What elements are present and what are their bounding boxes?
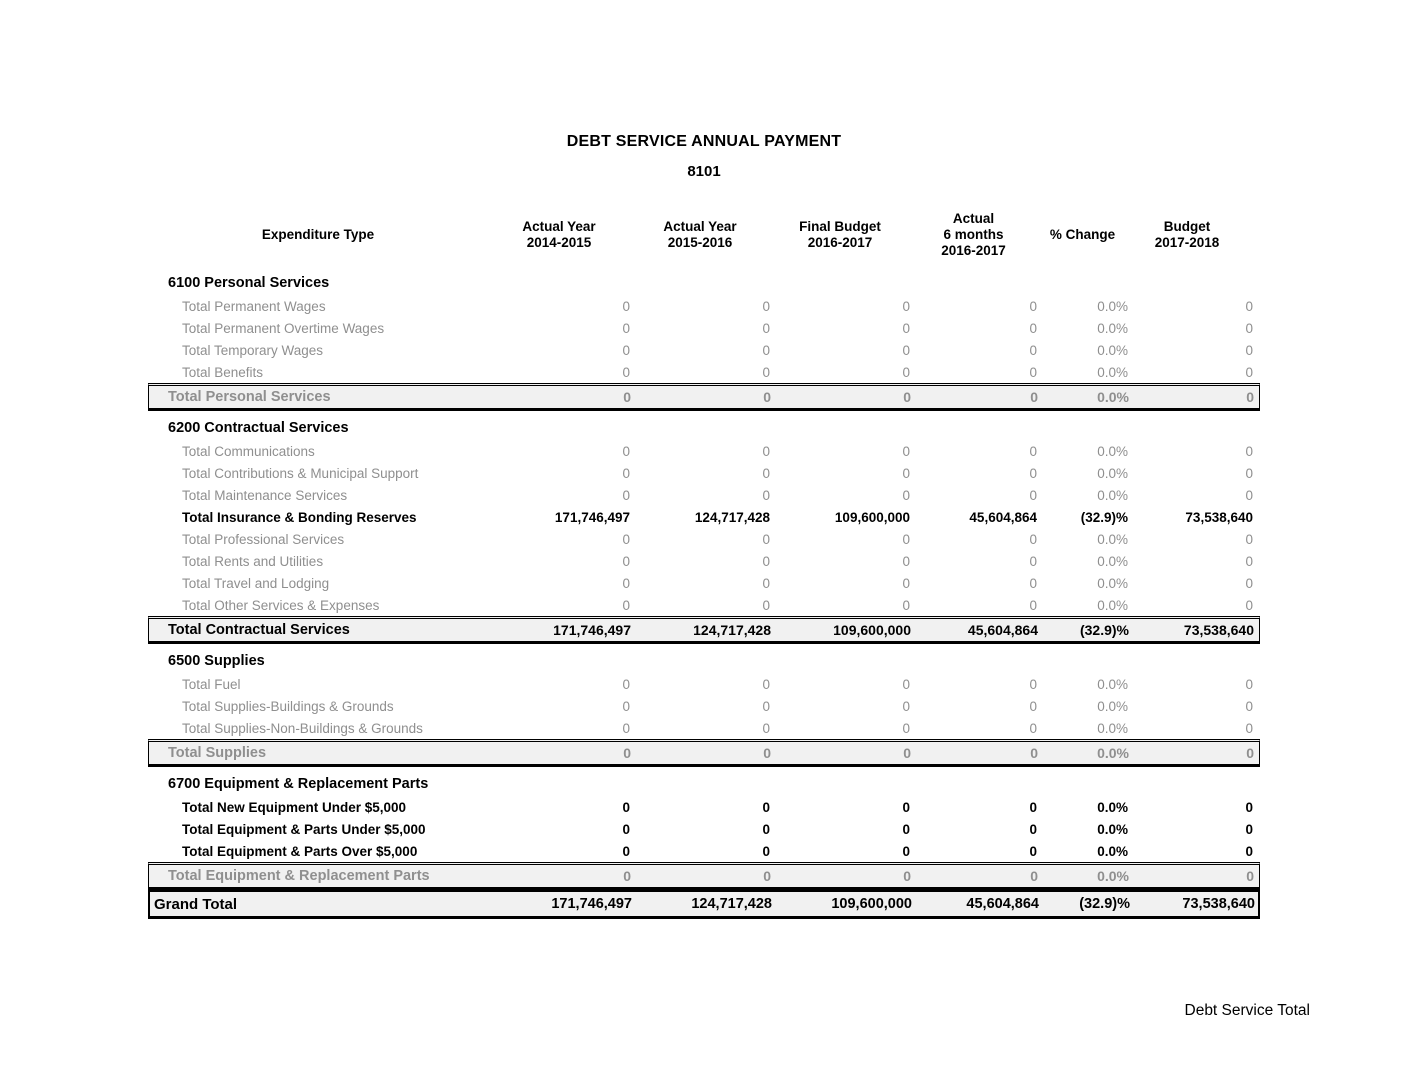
cell-value: 171,746,497 bbox=[551, 896, 632, 912]
cell-value: 0 bbox=[1029, 531, 1037, 547]
cell-value: 0 bbox=[1029, 575, 1037, 591]
cell-value: 0 bbox=[902, 698, 910, 714]
cell-value: 0 bbox=[622, 597, 630, 613]
cell-value: 171,746,497 bbox=[554, 509, 630, 525]
column-header-line: 2016-2017 bbox=[941, 243, 1006, 258]
cell-value: 0 bbox=[902, 465, 910, 481]
cell-value: 124,717,428 bbox=[693, 622, 771, 638]
cell-value: 0 bbox=[1245, 843, 1253, 859]
cell-value: 0 bbox=[902, 720, 910, 736]
column-header-budget-2017-2018 bbox=[1128, 204, 1246, 266]
column-header-actual-6-months-2016-2017 bbox=[910, 204, 1037, 266]
cell-value: 109,600,000 bbox=[834, 509, 910, 525]
row-label: Total Contributions & Municipal Support bbox=[182, 465, 419, 481]
row-label: Total New Equipment Under $5,000 bbox=[182, 799, 407, 815]
cell-value: 0 bbox=[1029, 597, 1037, 613]
budget-table bbox=[148, 204, 1260, 919]
cell-value: 0 bbox=[1029, 799, 1037, 815]
cell-value: 0.0% bbox=[1097, 821, 1128, 837]
cell-value: 0 bbox=[1246, 389, 1254, 405]
cell-value: 0.0% bbox=[1097, 364, 1128, 380]
cell-value: 0 bbox=[1029, 676, 1037, 692]
cell-value: 0 bbox=[902, 443, 910, 459]
table-row bbox=[148, 528, 1260, 550]
cell-value: 0 bbox=[1246, 868, 1254, 884]
cell-value: 0 bbox=[902, 298, 910, 314]
subtotal-row bbox=[148, 862, 1260, 890]
cell-value: 0 bbox=[1245, 531, 1253, 547]
cell-value: 0.0% bbox=[1097, 389, 1129, 405]
cell-value: 0 bbox=[1245, 575, 1253, 591]
cell-value: 0 bbox=[1029, 342, 1037, 358]
cell-value: 45,604,864 bbox=[969, 509, 1037, 525]
row-label: Total Supplies bbox=[168, 745, 267, 761]
cell-value: 0.0% bbox=[1097, 531, 1128, 547]
cell-value: 73,538,640 bbox=[1183, 622, 1254, 638]
cell-value: 0.0% bbox=[1097, 487, 1128, 503]
report-title: DEBT SERVICE ANNUAL PAYMENT bbox=[566, 133, 842, 150]
row-label: Total Supplies-Buildings & Grounds bbox=[182, 698, 394, 714]
table-row bbox=[148, 361, 1260, 383]
table-row bbox=[148, 673, 1260, 695]
cell-value: 0 bbox=[622, 531, 630, 547]
row-label: Grand Total bbox=[154, 895, 238, 913]
cell-value: 0 bbox=[902, 843, 910, 859]
cell-value: 0 bbox=[622, 698, 630, 714]
table-row bbox=[148, 840, 1260, 862]
section-heading-label: 6700 Equipment & Replacement Parts bbox=[168, 776, 429, 792]
cell-value: 0 bbox=[622, 465, 630, 481]
cell-value: 0 bbox=[622, 443, 630, 459]
cell-value: 0 bbox=[902, 553, 910, 569]
cell-value: 0 bbox=[762, 698, 770, 714]
cell-value: 0 bbox=[1245, 553, 1253, 569]
cell-value: 0 bbox=[763, 868, 771, 884]
column-header-line: 2017-2018 bbox=[1154, 235, 1220, 250]
cell-value: 0 bbox=[1030, 389, 1038, 405]
cell-value: 0 bbox=[623, 868, 631, 884]
cell-value: 0 bbox=[622, 843, 630, 859]
cell-value: 0 bbox=[1245, 676, 1253, 692]
table-row bbox=[148, 295, 1260, 317]
cell-value: 0 bbox=[903, 389, 911, 405]
cell-value: 0 bbox=[902, 799, 910, 815]
cell-value: 0 bbox=[622, 676, 630, 692]
cell-value: 0 bbox=[902, 821, 910, 837]
cell-value: 0 bbox=[902, 364, 910, 380]
cell-value: 0 bbox=[623, 745, 631, 761]
cell-value: 0 bbox=[1245, 342, 1253, 358]
section-heading-label: 6100 Personal Services bbox=[168, 275, 330, 291]
cell-value: 109,600,000 bbox=[833, 622, 911, 638]
row-label: Total Maintenance Services bbox=[182, 487, 348, 503]
row-label: Total Temporary Wages bbox=[182, 342, 324, 358]
cell-value: 45,604,864 bbox=[967, 622, 1038, 638]
cell-value: 109,600,000 bbox=[831, 896, 912, 912]
section-heading bbox=[148, 649, 1260, 673]
table-row bbox=[148, 818, 1260, 840]
cell-value: 45,604,864 bbox=[966, 896, 1039, 912]
cell-value: 0.0% bbox=[1097, 575, 1128, 591]
cell-value: (32.9)% bbox=[1079, 896, 1130, 912]
row-label: Total Rents and Utilities bbox=[182, 553, 324, 569]
cell-value: 0.0% bbox=[1097, 342, 1128, 358]
cell-value: 0 bbox=[762, 298, 770, 314]
cell-value: 0 bbox=[762, 799, 770, 815]
column-header-line: 6 months bbox=[943, 227, 1004, 242]
column-header-percent-change bbox=[1037, 204, 1128, 266]
cell-value: 73,538,640 bbox=[1185, 509, 1253, 525]
cell-value: 0.0% bbox=[1097, 597, 1128, 613]
row-label: Total Fuel bbox=[182, 676, 241, 692]
cell-value: 0 bbox=[902, 531, 910, 547]
table-body bbox=[148, 271, 1260, 919]
cell-value: 0 bbox=[902, 597, 910, 613]
cell-value: 0 bbox=[622, 364, 630, 380]
cell-value: 171,746,497 bbox=[553, 622, 631, 638]
cell-value: 0.0% bbox=[1097, 553, 1128, 569]
cell-value: 0 bbox=[1030, 745, 1038, 761]
cell-value: 0 bbox=[1245, 443, 1253, 459]
cell-value: 0.0% bbox=[1097, 698, 1128, 714]
row-label: Total Travel and Lodging bbox=[182, 575, 330, 591]
cell-value: 0.0% bbox=[1097, 720, 1128, 736]
cell-value: 0 bbox=[1029, 320, 1037, 336]
row-label: Total Benefits bbox=[182, 364, 264, 380]
section-heading-label: 6500 Supplies bbox=[168, 653, 265, 669]
subtotal-row bbox=[148, 739, 1260, 767]
grand-total-row bbox=[148, 890, 1260, 919]
report-code: 8101 bbox=[687, 163, 721, 180]
footer-label: Debt Service Total bbox=[1184, 1002, 1310, 1019]
cell-value: 0 bbox=[1245, 597, 1253, 613]
cell-value: 0 bbox=[762, 342, 770, 358]
column-header-line: Final Budget bbox=[799, 219, 881, 234]
column-header-final-budget-2016-2017 bbox=[770, 204, 910, 266]
table-header-row bbox=[148, 204, 1260, 266]
row-label: Total Personal Services bbox=[168, 389, 331, 405]
cell-value: 0 bbox=[762, 531, 770, 547]
cell-value: 0 bbox=[622, 799, 630, 815]
table-row bbox=[148, 462, 1260, 484]
cell-value: 0 bbox=[1029, 443, 1037, 459]
table-row bbox=[148, 796, 1260, 818]
row-label: Total Equipment & Parts Over $5,000 bbox=[182, 843, 418, 859]
cell-value: 0 bbox=[622, 342, 630, 358]
row-label: Total Permanent Wages bbox=[182, 298, 326, 314]
subtotal-row bbox=[148, 616, 1260, 644]
cell-value: 0 bbox=[622, 720, 630, 736]
cell-value: 0 bbox=[902, 676, 910, 692]
row-label: Total Equipment & Replacement Parts bbox=[168, 868, 430, 884]
cell-value: 0 bbox=[1245, 298, 1253, 314]
cell-value: 0 bbox=[762, 320, 770, 336]
column-header-actual-year-2014-2015 bbox=[488, 204, 630, 266]
section-heading bbox=[148, 271, 1260, 295]
cell-value: 0 bbox=[1029, 553, 1037, 569]
cell-value: 0 bbox=[1245, 465, 1253, 481]
cell-value: 0 bbox=[762, 443, 770, 459]
cell-value: 0 bbox=[762, 553, 770, 569]
cell-value: 0 bbox=[762, 676, 770, 692]
cell-value: 0 bbox=[1029, 465, 1037, 481]
column-header-line: 2014-2015 bbox=[526, 235, 592, 250]
row-label: Total Supplies-Non-Buildings & Grounds bbox=[182, 720, 423, 736]
cell-value: 0 bbox=[903, 868, 911, 884]
cell-value: 0.0% bbox=[1097, 676, 1128, 692]
cell-value: 0 bbox=[903, 745, 911, 761]
column-header-line: Actual bbox=[952, 211, 995, 226]
row-label: Total Contractual Services bbox=[168, 622, 350, 638]
cell-value: 0 bbox=[1245, 364, 1253, 380]
cell-value: 0.0% bbox=[1097, 298, 1128, 314]
column-header-line: Actual Year bbox=[522, 219, 596, 234]
row-label: Total Permanent Overtime Wages bbox=[182, 320, 385, 336]
column-header-line: Budget bbox=[1163, 219, 1211, 234]
row-label: Total Professional Services bbox=[182, 531, 345, 547]
cell-value: 0 bbox=[762, 597, 770, 613]
cell-value: 0 bbox=[902, 320, 910, 336]
cell-value: 0 bbox=[622, 320, 630, 336]
cell-value: 0 bbox=[762, 720, 770, 736]
row-label: Total Insurance & Bonding Reserves bbox=[182, 509, 417, 525]
cell-value: 0.0% bbox=[1097, 799, 1128, 815]
section-heading bbox=[148, 416, 1260, 440]
cell-value: 0 bbox=[902, 342, 910, 358]
cell-value: 0 bbox=[1246, 745, 1254, 761]
table-row bbox=[148, 317, 1260, 339]
row-label: Total Equipment & Parts Under $5,000 bbox=[182, 821, 426, 837]
column-header-line: 2016-2017 bbox=[807, 235, 873, 250]
section-heading-label: 6200 Contractual Services bbox=[168, 420, 349, 436]
cell-value: 0 bbox=[1029, 720, 1037, 736]
cell-value: 0 bbox=[1245, 698, 1253, 714]
cell-value: 0 bbox=[902, 487, 910, 503]
cell-value: 0 bbox=[762, 821, 770, 837]
cell-value: 0.0% bbox=[1097, 465, 1128, 481]
cell-value: 0 bbox=[902, 575, 910, 591]
cell-value: 0 bbox=[622, 821, 630, 837]
cell-value: 0 bbox=[1029, 843, 1037, 859]
section-heading bbox=[148, 772, 1260, 796]
table-row bbox=[148, 550, 1260, 572]
cell-value: 124,717,428 bbox=[691, 896, 772, 912]
cell-value: (32.9)% bbox=[1079, 622, 1129, 638]
cell-value: 0 bbox=[1029, 487, 1037, 503]
cell-value: 0.0% bbox=[1097, 868, 1129, 884]
row-label: Total Communications bbox=[182, 443, 315, 459]
row-label: Total Other Services & Expenses bbox=[182, 597, 380, 613]
cell-value: 0 bbox=[1245, 799, 1253, 815]
cell-value: 0 bbox=[623, 389, 631, 405]
cell-value: 0 bbox=[1029, 298, 1037, 314]
cell-value: 0.0% bbox=[1097, 745, 1129, 761]
cell-value: 0 bbox=[1245, 320, 1253, 336]
cell-value: 0.0% bbox=[1097, 843, 1128, 859]
cell-value: 0 bbox=[763, 389, 771, 405]
table-row bbox=[148, 717, 1260, 739]
cell-value: 0 bbox=[762, 364, 770, 380]
table-row bbox=[148, 594, 1260, 616]
column-header-expenditure-type bbox=[148, 204, 488, 266]
cell-value: 0.0% bbox=[1097, 320, 1128, 336]
cell-value: 0 bbox=[622, 575, 630, 591]
cell-value: 0 bbox=[762, 843, 770, 859]
table-row bbox=[148, 484, 1260, 506]
column-header-line: % Change bbox=[1049, 227, 1116, 242]
cell-value: 0 bbox=[763, 745, 771, 761]
cell-value: 0 bbox=[622, 487, 630, 503]
cell-value: 0 bbox=[622, 298, 630, 314]
column-header-actual-year-2015-2016 bbox=[630, 204, 770, 266]
cell-value: 73,538,640 bbox=[1182, 896, 1255, 912]
cell-value: 0 bbox=[1030, 868, 1038, 884]
table-row bbox=[148, 506, 1260, 528]
column-header-line: 2015-2016 bbox=[667, 235, 733, 250]
cell-value: 0 bbox=[1245, 487, 1253, 503]
cell-value: 0 bbox=[1245, 821, 1253, 837]
cell-value: 0 bbox=[1029, 821, 1037, 837]
cell-value: 124,717,428 bbox=[694, 509, 770, 525]
table-row bbox=[148, 572, 1260, 594]
cell-value: 0 bbox=[762, 465, 770, 481]
cell-value: 0 bbox=[762, 575, 770, 591]
table-row bbox=[148, 695, 1260, 717]
cell-value: 0 bbox=[762, 487, 770, 503]
table-row bbox=[148, 440, 1260, 462]
column-header-line: Actual Year bbox=[663, 219, 737, 234]
cell-value: 0 bbox=[622, 553, 630, 569]
cell-value: 0 bbox=[1029, 698, 1037, 714]
cell-value: 0.0% bbox=[1097, 443, 1128, 459]
cell-value: 0 bbox=[1245, 720, 1253, 736]
table-row bbox=[148, 339, 1260, 361]
cell-value: 0 bbox=[1029, 364, 1037, 380]
subtotal-row bbox=[148, 383, 1260, 411]
column-header-line: Expenditure Type bbox=[261, 227, 375, 242]
cell-value: (32.9)% bbox=[1080, 509, 1128, 525]
